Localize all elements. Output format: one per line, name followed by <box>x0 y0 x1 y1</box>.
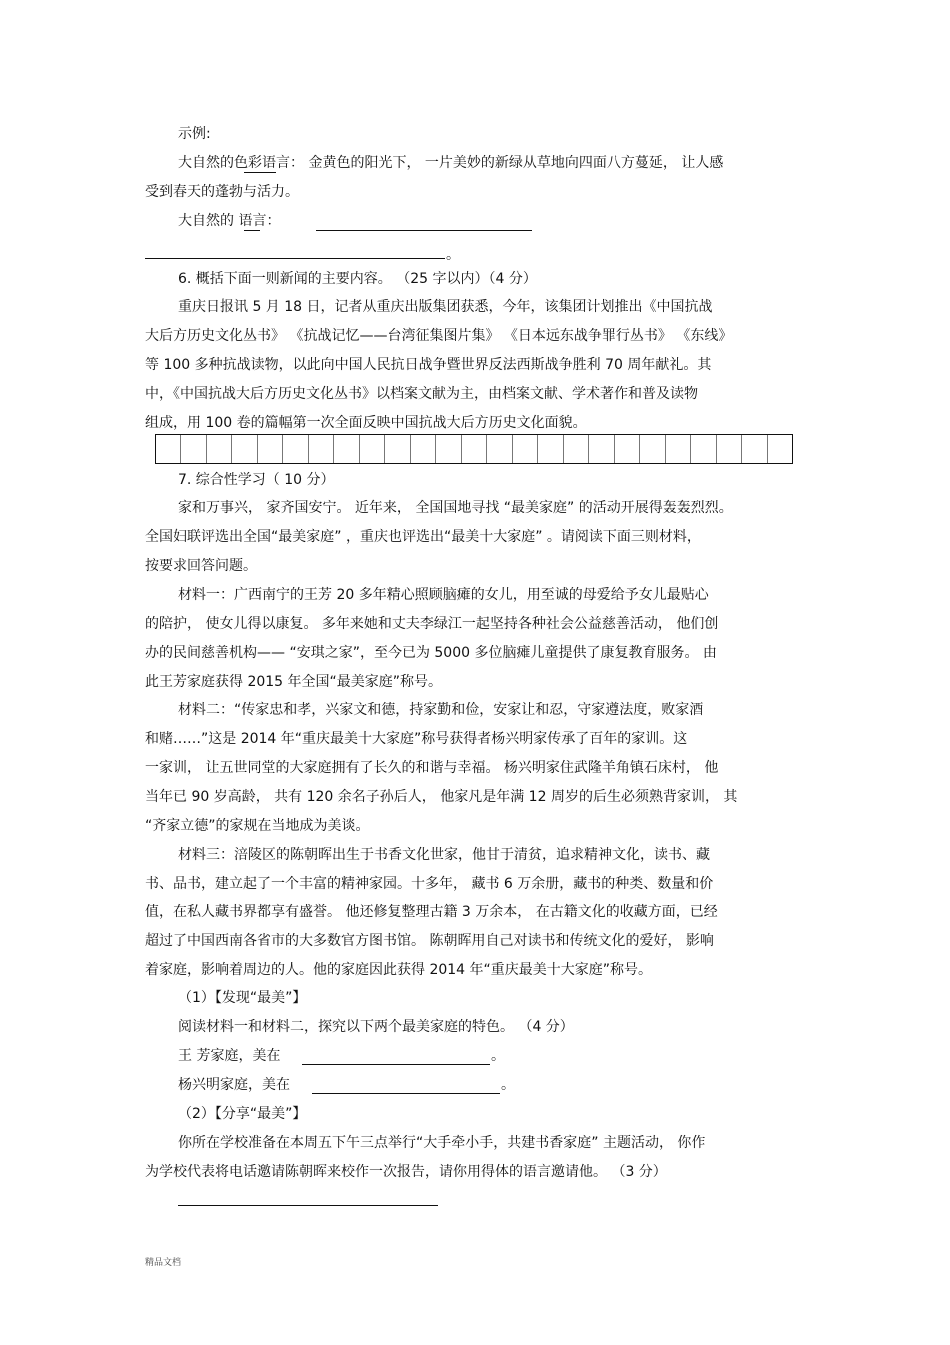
grid-cell[interactable] <box>436 435 461 463</box>
grid-cell[interactable] <box>232 435 257 463</box>
paragraph-line: 材料三：涪陵区的陈朝晖出生于书香文化世家，他甘于清贫，追求精神文化，读书、藏 <box>178 847 710 863</box>
example-label: 示例: <box>178 126 211 142</box>
underline-mark <box>244 172 276 173</box>
paragraph-line: 家和万事兴， 家齐国安宁。 近年来， 全国国地寻找 “最美家庭” 的活动开展得轰轰烈烈。 <box>178 500 733 516</box>
paragraph-line: 着家庭，影响着周边的人。他的家庭因此获得 2014 年“重庆最美十大家庭”称号。 <box>145 962 653 978</box>
sub2-heading: （2）【分享“最美”】 <box>178 1106 307 1122</box>
grid-cell[interactable] <box>640 435 665 463</box>
grid-cell[interactable] <box>462 435 487 463</box>
paragraph-line: 值，在私人藏书界都享有盛誉。 他还修复整理古籍 3 万余本， 在古籍文化的收藏方面，已经 <box>145 904 718 920</box>
paragraph-line: 材料一：广西南宁的王芳 20 多年精心照顾脑瘫的女儿，用至诚的母爱给予女儿最贴心 <box>178 587 709 603</box>
paragraph-line: 大后方历史文化丛书》 《抗战记忆——台湾征集图片集》 《日本远东战争罪行丛书》 《东线》 <box>145 328 733 344</box>
yang-label: 杨兴明家庭，美在 <box>178 1077 290 1093</box>
grid-cell[interactable] <box>564 435 589 463</box>
grid-cell[interactable] <box>538 435 563 463</box>
grid-cell[interactable] <box>258 435 283 463</box>
paragraph-line: 按要求回答问题。 <box>145 558 257 574</box>
sub1-heading: （1）【发现“最美”】 <box>178 990 307 1006</box>
grid-cell[interactable] <box>360 435 385 463</box>
grid-cell[interactable] <box>334 435 359 463</box>
paragraph-line: 重庆日报讯 5 月 18 日，记者从重庆出版集团获悉，今年，该集团计划推出《中国抗战 <box>178 299 713 315</box>
grid-cell[interactable] <box>742 435 767 463</box>
yang-answer-blank[interactable] <box>312 1093 500 1094</box>
wang-label: 王 芳家庭，美在 <box>178 1048 281 1064</box>
paragraph-line: “齐家立德”的家规在当地成为美谈。 <box>145 818 370 834</box>
example-line: 大自然的色彩语言： 金黄色的阳光下， 一片美妙的新绿从草地向四面八方蔓延， 让人感 <box>178 155 724 171</box>
paragraph-line: 全国妇联评选出全国“最美家庭” ，重庆也评选出“最美十大家庭” 。请阅读下面三则材料， <box>145 529 701 545</box>
footer-text: 精品文档 <box>145 1258 182 1268</box>
paragraph-line: 和赌……”这是 2014 年“重庆最美十大家庭”称号获得者杨兴明家传承了百年的家训。这 <box>145 731 688 747</box>
grid-cell[interactable] <box>207 435 232 463</box>
answer-grid[interactable] <box>155 434 793 464</box>
paragraph-line: 书、品书，建立起了一个丰富的精神家园。十多年， 藏书 6 万余册，藏书的种类、数量和价 <box>145 876 714 892</box>
grid-cell[interactable] <box>411 435 436 463</box>
end-mark: 。 <box>491 1048 505 1064</box>
end-mark: 。 <box>501 1077 515 1093</box>
grid-cell[interactable] <box>666 435 691 463</box>
language-answer-blank-2[interactable] <box>145 258 445 259</box>
q7-heading: 7. 综合性学习（ 10 分） <box>178 472 335 488</box>
grid-cell[interactable] <box>589 435 614 463</box>
paragraph-line: 材料二：“传家忠和孝，兴家文和德，持家勤和俭，安家让和忍，守家遵法度，败家酒 <box>178 702 704 718</box>
paragraph-line: 等 100 多种抗战读物，以此向中国人民抗日战争暨世界反法西斯战争胜利 70 周年献礼。其 <box>145 357 712 373</box>
paragraph-line: 你所在学校准备在本周五下午三点举行“大手牵小手，共建书香家庭” 主题活动， 你作 <box>178 1135 706 1151</box>
paragraph-line: 为学校代表将电话邀请陈朝晖来校作一次报告，请你用得体的语言邀请他。 （3 分） <box>145 1164 667 1180</box>
paragraph-line: 的陪护， 使女儿得以康复。 多年来她和丈夫李绿江一起坚持各种社会公益慈善活动， 他们创 <box>145 616 719 632</box>
example-prompt: 大自然的 语言： <box>178 213 281 229</box>
grid-cell[interactable] <box>615 435 640 463</box>
grid-cell[interactable] <box>513 435 538 463</box>
paragraph-line: 此王芳家庭获得 2015 年全国“最美家庭”称号。 <box>145 674 443 690</box>
grid-cell[interactable] <box>691 435 716 463</box>
invitation-answer-blank[interactable] <box>178 1205 438 1206</box>
end-mark: 。 <box>446 247 460 263</box>
paragraph-line: 组成，用 100 卷的篇幅第一次全面反映中国抗战大后方历史文化面貌。 <box>145 415 587 431</box>
grid-cell[interactable] <box>385 435 410 463</box>
paragraph-line: 当年已 90 岁高龄， 共有 120 余名子孙后人， 他家凡是年满 12 周岁的后生必须熟背家训， 其 <box>145 789 738 805</box>
q6-heading: 6. 概括下面一则新闻的主要内容。 （25 字以内）（4 分） <box>178 271 537 287</box>
grid-cell[interactable] <box>181 435 206 463</box>
grid-cell[interactable] <box>487 435 512 463</box>
sub1-instruction: 阅读材料一和材料二，探究以下两个最美家庭的特色。 （4 分） <box>178 1019 574 1035</box>
color-word-blank[interactable] <box>244 230 260 231</box>
paragraph-line: 一家训， 让五世同堂的大家庭拥有了长久的和谐与幸福。 杨兴明家住武隆羊角镇石床村， 他 <box>145 760 719 776</box>
grid-cell[interactable] <box>309 435 334 463</box>
paragraph-line: 超过了中国西南各省市的大多数官方图书馆。 陈朝晖用自己对读书和传统文化的爱好， 影响 <box>145 933 714 949</box>
example-line: 受到春天的蓬勃与活力。 <box>145 184 299 200</box>
grid-cell[interactable] <box>283 435 308 463</box>
grid-cell[interactable] <box>768 435 792 463</box>
grid-cell[interactable] <box>156 435 181 463</box>
grid-cell[interactable] <box>717 435 742 463</box>
wang-answer-blank[interactable] <box>302 1064 490 1065</box>
paragraph-line: 办的民间慈善机构—— “安琪之家”，至今已为 5000 多位脑瘫儿童提供了康复教育服务。 由 <box>145 645 717 661</box>
language-answer-blank[interactable] <box>316 230 532 231</box>
paragraph-line: 中，《中国抗战大后方历史文化丛书》以档案文献为主，由档案文献、学术著作和普及读物 <box>145 386 698 402</box>
